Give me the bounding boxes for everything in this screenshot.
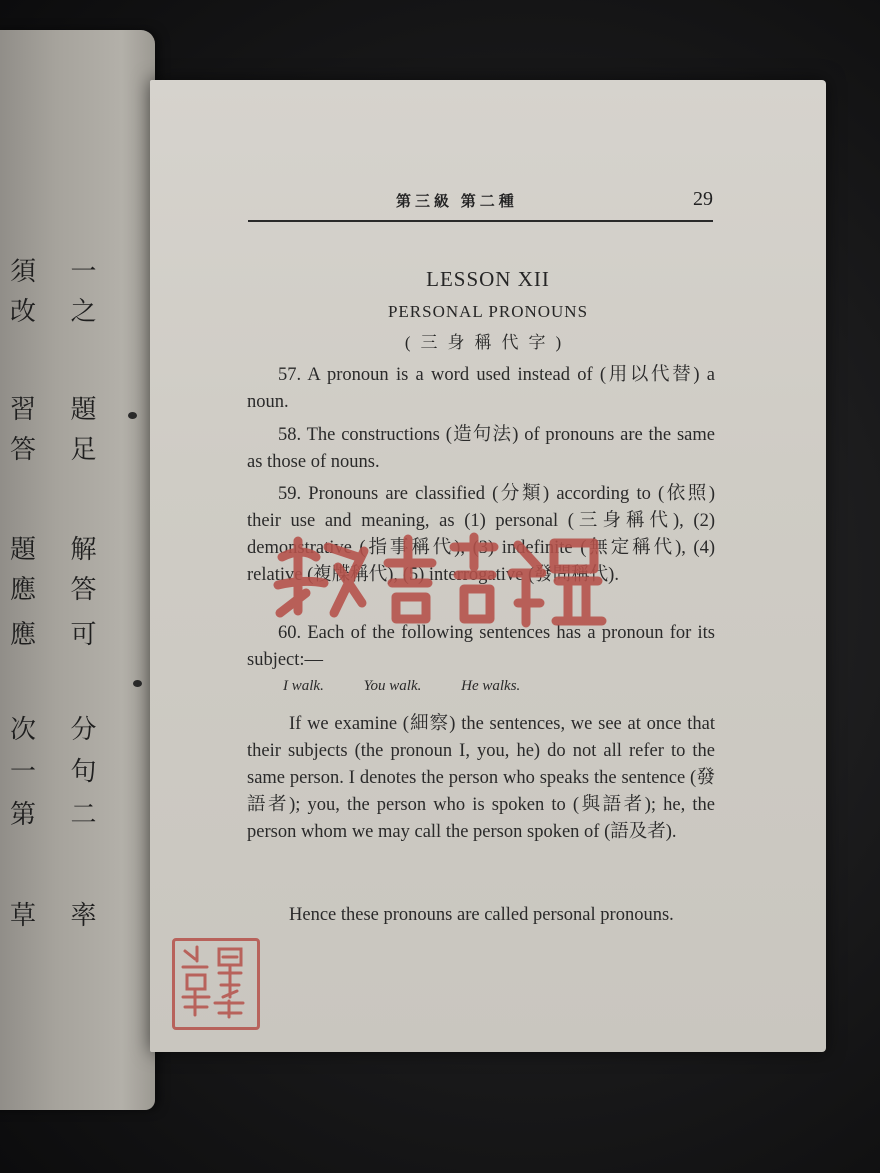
left-page-row: 應 可	[10, 620, 111, 649]
paragraph-hence: Hence these pronouns are called personal pronouns.	[289, 905, 674, 925]
left-page-row: 須 一	[10, 257, 111, 286]
example-sentence: I walk.	[283, 678, 324, 694]
example-sentence: He walks.	[461, 678, 521, 694]
left-page-row: 習 題	[10, 395, 111, 424]
left-page-row: 應 答	[10, 575, 111, 604]
left-page-row: 第 二	[10, 800, 111, 829]
collector-seal	[172, 938, 260, 1030]
paragraph-60: 60. Each of the following sentences has a pronoun for its subject:—	[247, 623, 715, 670]
left-page-row: 題 解	[10, 535, 111, 564]
paragraph-57: 57. A pronoun is a word used instead of (用以代替) a noun.	[247, 365, 715, 412]
section-subtitle: (三身稱代字)	[404, 333, 572, 352]
page-number: 29	[693, 188, 713, 210]
left-page-row: 答 足	[10, 435, 111, 464]
paragraph-examine: If we examine (細察) the sentences, we see at once that their subjects (the pronoun I, you, he) do not all refer to the same person. I denotes the person who speaks the sentence (發語者); you, the person who is spoken to (與語者); he, the person whom we may call the person spoken of (語及者).	[247, 714, 715, 842]
section-title: PERSONAL PRONOUNS	[387, 302, 589, 321]
left-page-row: 草 率	[10, 901, 111, 930]
seal-glyph-icon	[175, 941, 251, 1021]
paragraph-59: 59. Pronouns are classified (分類) according to (依照) their use and meaning, as (1) personal (三身稱代), (2) demonstrative (指事稱代), (3) indefinite (無定稱代), (4) relative (複牒稱代), (5) interrogative (發問稱代).	[247, 484, 715, 585]
example-sentences	[283, 678, 723, 695]
running-title: 第三級 第二種	[396, 194, 518, 210]
left-page-row: 改 之	[10, 297, 111, 326]
example-sentence: You walk.	[363, 678, 422, 694]
lesson-title: LESSON XII	[426, 267, 550, 291]
dealer-watermark	[268, 527, 613, 637]
left-page-row: 一 句	[10, 757, 111, 786]
watermark-glyph-icon	[268, 527, 613, 637]
paragraph-58: 58. The constructions (造句法) of pronouns are the same as those of nouns.	[247, 425, 715, 472]
binding-hole	[128, 412, 137, 419]
page-header	[248, 188, 713, 222]
binding-hole	[133, 680, 142, 687]
left-page	[0, 30, 155, 1110]
left-page-row: 次 分	[10, 715, 111, 744]
